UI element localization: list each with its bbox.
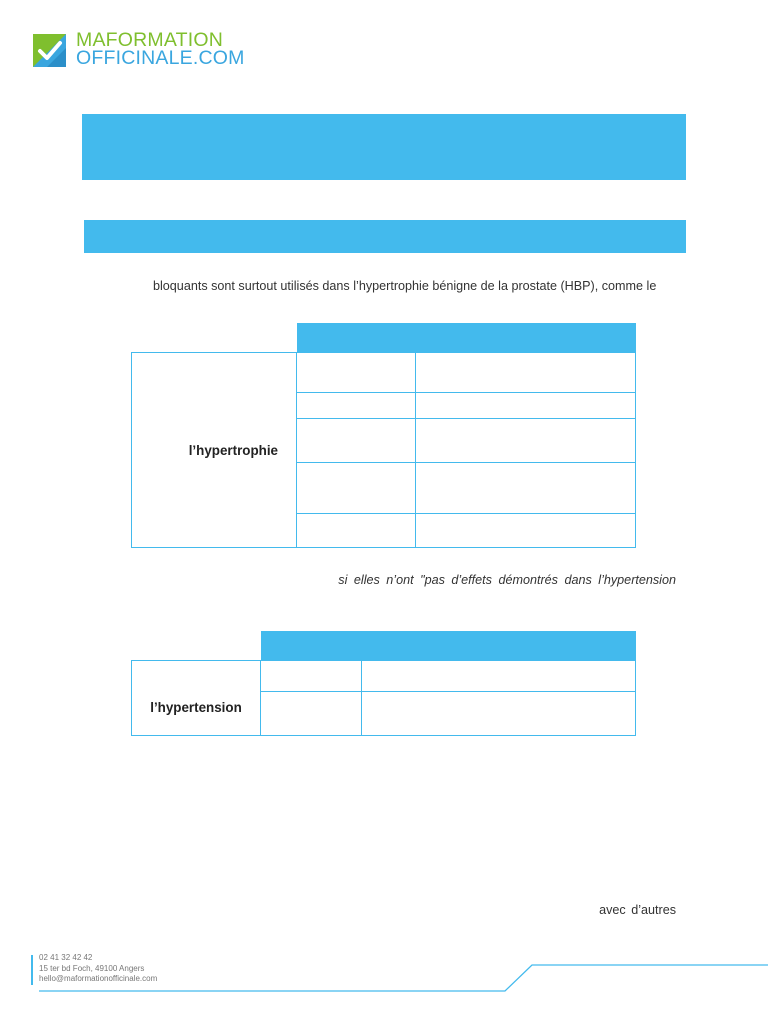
- table2-cell: [260, 660, 362, 692]
- table1-cell: [415, 513, 636, 548]
- table2-row-label-text: l’hypertension: [150, 699, 242, 715]
- footer-phone: 02 41 32 42 42: [39, 953, 93, 962]
- footer-email[interactable]: hello@maformationofficinale.com: [39, 974, 158, 983]
- table2-cell: [361, 660, 636, 692]
- table1-row-label: [131, 352, 297, 548]
- table1-cell: [415, 352, 636, 393]
- table1-row-label-text: l’hypertrophie: [188, 442, 278, 458]
- table1-cell: [296, 392, 416, 419]
- paragraph-3: avec d’autres: [599, 903, 676, 917]
- footer-address: 15 ter bd Foch, 49100 Angers: [39, 963, 145, 973]
- table1-cell: [296, 418, 416, 463]
- table1-cell: [296, 352, 416, 393]
- section-banner: [82, 220, 686, 253]
- paragraph-2: si elles n’ont "pas d’effets démontrés dans l’hypertension: [338, 573, 676, 587]
- table2-header: [261, 631, 636, 661]
- logo-line-2: OFFICINALE.COM: [76, 47, 245, 69]
- table1-cell: [415, 418, 636, 463]
- table1-cell: [296, 462, 416, 514]
- logo-wordmark: [76, 31, 245, 67]
- table1-header: [297, 323, 636, 353]
- title-banner: [82, 114, 686, 180]
- logo-line-1: MAFORMATION: [76, 29, 223, 51]
- logo-icon: [33, 34, 66, 67]
- table2-row-label: [131, 660, 261, 736]
- table1-cell: [296, 513, 416, 548]
- table2-cell: [361, 691, 636, 736]
- table2-cell: [260, 691, 362, 736]
- table1-cell: [415, 462, 636, 514]
- footer-decorative-lines: [0, 960, 768, 1000]
- table1-cell: [415, 392, 636, 419]
- paragraph-1: bloquants sont surtout utilisés dans l’hypertrophie bénigne de la prostate (HBP), comme le: [153, 279, 657, 293]
